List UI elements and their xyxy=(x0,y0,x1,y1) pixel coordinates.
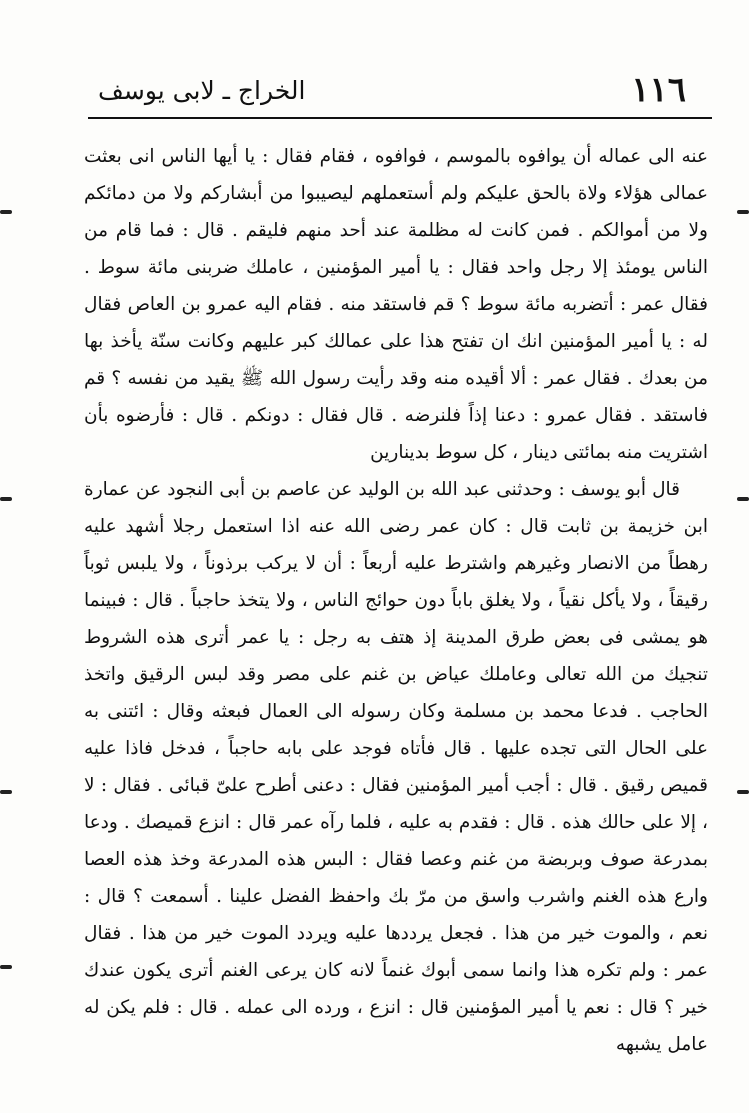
paragraph-1: عنه الى عماله أن يوافوه بالموسم ، فوافوه ، فقام فقال : يا أيها الناس انى بعثت عمالى هؤلاء ولاة بالحق عليكم ولم أستعملهم ليصيبوا من أبشاركم ولا من دمائكم ولا من أموالكم . فمن كانت له مظلمة عند أحد منهم فليقم . قال : فما قام من الناس يومئذ إلا رجل واحد فقال : يا أمير المؤمنين ، عاملك ضربنى مائة سوط . فقال عمر : أتضربه مائة سوط ؟ قم فاستقد منه . فقام اليه عمرو بن العاص فقال له : يا أمير المؤمنين انك ان تفتح هذا على عمالك كبر عليهم وكانت سنّة يأخذ بها من بعدك . فقال عمر : ألا أقيده منه وقد رأيت رسول الله ﷺ يقيد من نفسه ؟ قم فاستقد . فقال عمرو : دعنا إذاً فلنرضه . قال فقال : دونكم . قال : فأرضوه بأن اشتريت منه بمائتى دينار ، كل سوط بدينارين xyxy=(84,146,708,463)
margin-mark xyxy=(0,965,12,969)
margin-mark xyxy=(737,497,749,501)
margin-mark xyxy=(0,210,12,214)
margin-mark xyxy=(0,497,12,501)
margin-mark xyxy=(737,790,749,794)
paragraph-2: قال أبو يوسف : وحدثنى عبد الله بن الوليد عن عاصم بن أبى النجود عن عمارة ابن خزيمة بن ثابت قال : كان عمر رضى الله عنه اذا استعمل رجلا أشهد عليه رهطاً من الانصار وغيرهم واشترط عليه أربعاً : أن لا يركب برذوناً ، ولا يلبس ثوباً رقيقاً ، ولا يأكل نقياً ، ولا يغلق باباً دون حوائج الناس ، ولا يتخذ حاجباً . قال : فبينما هو يمشى فى بعض طرق المدينة إذ هتف به رجل : يا عمر أترى هذه الشروط تنجيك من الله تعالى وعاملك عياض بن غنم على مصر وقد لبس الرقيق واتخذ الحاجب . فدعا محمد بن مسلمة وكان رسوله الى العمال فبعثه وقال : ائتنى به على الحال التى تجده عليها . قال فأتاه فوجد على بابه حاجباً ، فدخل فاذا عليه قميص رقيق . قال : أجب أمير المؤمنين فقال : دعنى أطرح علىّ قبائى . فقال : لا ، إلا على حالك هذه . قال : فقدم به عليه ، فلما رآه عمر قال : انزع قميصك . ودعا بمدرعة صوف وبربضة من غنم وعصا فقال : البس هذه المدرعة وخذ هذه العصا وارع هذه الغنم واشرب واسق من مرّ بك واحفظ الفضل علينا . أسمعت ؟ قال : نعم ، والموت خير من هذا . فجعل يرددها عليه ويردد الموت خير من هذا . فقال عمر : ولم تكره هذا وانما سمى أبوك غنماً لانه كان يرعى الغنم أترى يكون عندك خير ؟ قال : نعم يا أمير المؤمنين قال : انزع ، ورده الى عمله . قال : فلم يكن له عامل يشبهه xyxy=(84,479,708,1055)
header-rule xyxy=(88,117,712,119)
page-header xyxy=(88,70,706,114)
margin-mark xyxy=(737,210,749,214)
running-title: الخراج ـ لابى يوسف xyxy=(98,76,306,105)
margin-mark xyxy=(0,790,12,794)
body-text xyxy=(84,138,708,1063)
page-number: ١١٦ xyxy=(631,70,686,110)
